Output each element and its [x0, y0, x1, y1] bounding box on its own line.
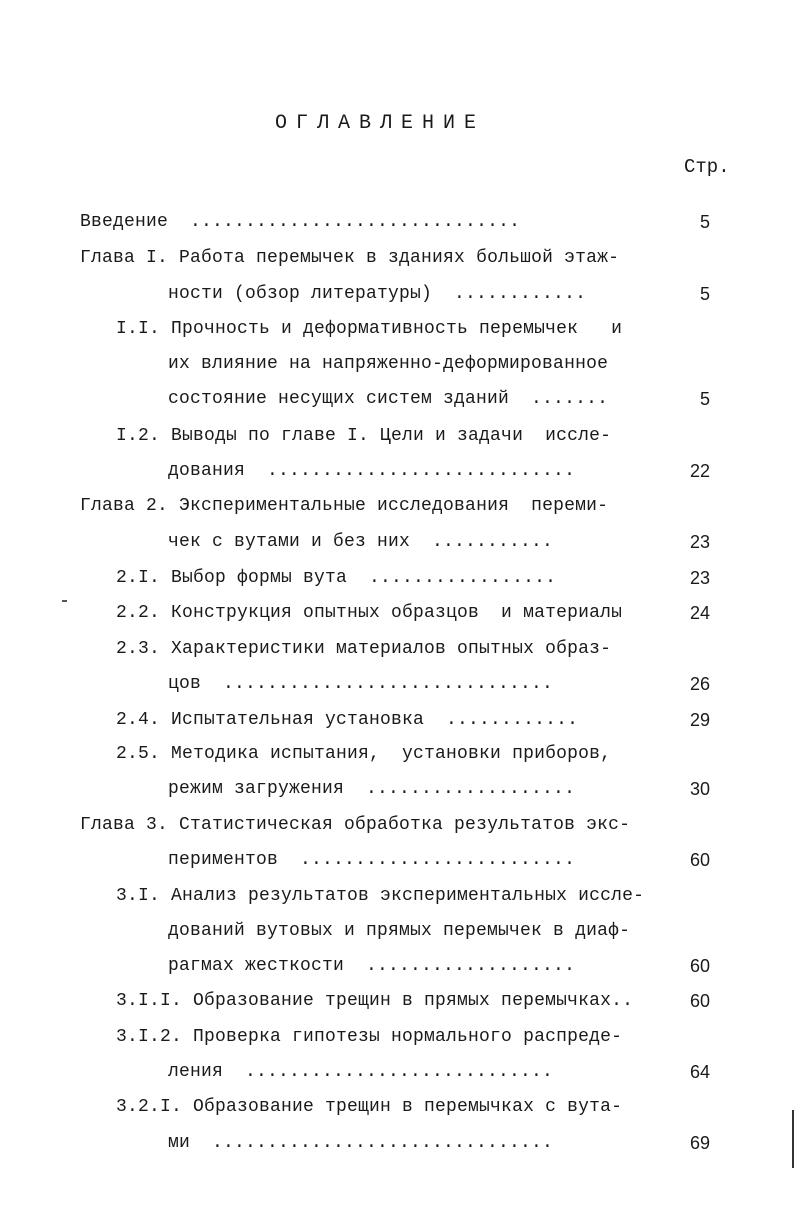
- toc-entry-section-2-5: 2.5. Методика испытания, установки приборов,: [116, 744, 612, 764]
- toc-page-number: 26: [689, 674, 710, 694]
- toc-entry-section-1-1-cont: состояние несущих систем зданий .......: [168, 389, 609, 409]
- toc-entry-section-2-3-cont: цов ..............................: [168, 674, 554, 694]
- toc-entry-section-3-1-1: 3.I.I. Образование трещин в прямых перемычках..: [116, 991, 634, 1011]
- toc-entry-section-1-1-cont: их влияние на напряженно-деформированное: [168, 354, 609, 374]
- toc-page-number: 5: [699, 284, 710, 304]
- toc-entry-section-2-3: 2.3. Характеристики материалов опытных образ-: [116, 639, 612, 659]
- page-column-header: Стр.: [684, 156, 730, 178]
- toc-entry-section-2-5-cont: режим загружения ...................: [168, 779, 576, 799]
- toc-page-number: 64: [689, 1062, 710, 1082]
- toc-entry-chapter-2-cont: чек с вутами и без них ...........: [168, 532, 554, 552]
- toc-entry-section-3-1-2: 3.I.2. Проверка гипотезы нормального распреде-: [116, 1027, 623, 1047]
- toc-entry-section-3-1-cont: дований вутовых и прямых перемычек в диаф-: [168, 921, 631, 941]
- toc-page-number: 24: [689, 603, 710, 623]
- toc-page-number: 60: [689, 991, 710, 1011]
- toc-page-number: 29: [689, 710, 710, 730]
- toc-entry-chapter-1-cont: ности (обзор литературы) ............: [168, 284, 587, 304]
- toc-page-number: 5: [699, 389, 710, 409]
- page-title: ОГЛАВЛЕНИЕ: [274, 112, 486, 135]
- toc-page-number: 22: [689, 461, 710, 481]
- scan-edge-line: [792, 1110, 794, 1168]
- toc-page-number: 60: [689, 956, 710, 976]
- toc-entry-chapter-3-cont: периментов .........................: [168, 850, 576, 870]
- scan-speck: [62, 600, 67, 602]
- toc-page-number: 30: [689, 779, 710, 799]
- toc-entry-section-1-2: I.2. Выводы по главе I. Цели и задачи иссле-: [116, 426, 612, 446]
- toc-entry-section-1-2-cont: дования ............................: [168, 461, 576, 481]
- toc-entry-section-1-1: I.I. Прочность и деформативность перемычек и: [116, 319, 623, 339]
- toc-entry-section-2-4: 2.4. Испытательная установка ............: [116, 710, 579, 730]
- toc-entry-section-2-2: 2.2. Конструкция опытных образцов и материалы: [116, 603, 623, 623]
- toc-entry-introduction: Введение ..............................: [80, 212, 521, 232]
- toc-page-number: 60: [689, 850, 710, 870]
- toc-page-number: 5: [699, 212, 710, 232]
- toc-page-number: 23: [689, 568, 710, 588]
- toc-entry-chapter-1: Глава I. Работа перемычек в зданиях большой этаж-: [80, 248, 620, 268]
- toc-entry-section-2-1: 2.I. Выбор формы вута .................: [116, 568, 557, 588]
- toc-entry-section-3-2-1: 3.2.I. Образование трещин в перемычках с вута-: [116, 1097, 623, 1117]
- toc-entry-chapter-2: Глава 2. Экспериментальные исследования переми-: [80, 496, 609, 516]
- toc-entry-section-3-1: 3.I. Анализ результатов экспериментальных иссле-: [116, 886, 645, 906]
- toc-entry-section-3-1-cont: рагмах жесткости ...................: [168, 956, 576, 976]
- toc-page-number: 23: [689, 532, 710, 552]
- toc-page-number: 69: [689, 1133, 710, 1153]
- toc-entry-section-3-1-2-cont: ления ............................: [168, 1062, 554, 1082]
- toc-entry-chapter-3: Глава 3. Статистическая обработка результатов экс-: [80, 815, 631, 835]
- toc-entry-section-3-2-1-cont: ми ...............................: [168, 1133, 554, 1153]
